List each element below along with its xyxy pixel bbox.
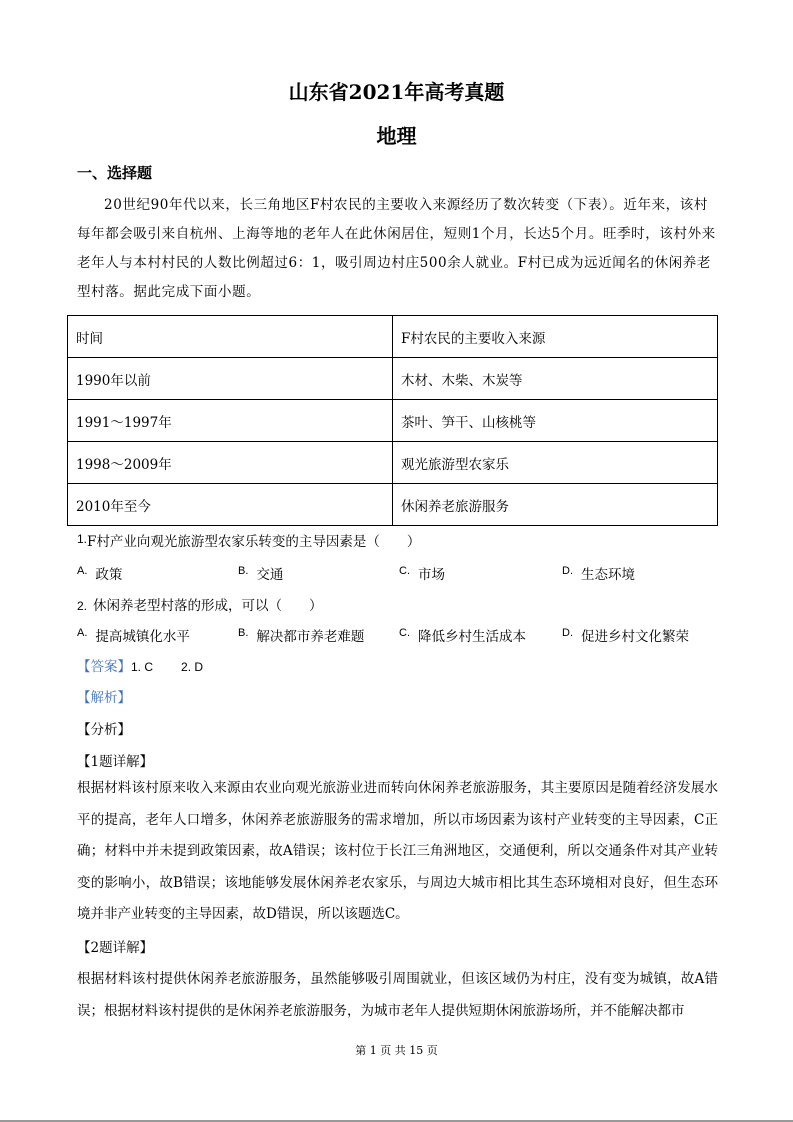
option-text: 促进乡村文化繁荣 — [581, 629, 689, 645]
table-cell: 木材、木柴、木炭等 — [393, 358, 718, 400]
question-1 — [77, 530, 420, 550]
option-letter: B. — [238, 627, 249, 639]
table-cell: 茶叶、笋干、山核桃等 — [393, 400, 718, 442]
table-cell: 1990年以前 — [68, 358, 393, 400]
income-source-table — [67, 315, 718, 526]
jiexi-label: 【解析】 — [77, 690, 131, 706]
option-text: 降低乡村生活成本 — [418, 629, 526, 645]
q1-option-c — [399, 563, 445, 583]
answer-value-1: 1. C — [131, 660, 154, 674]
analysis-paragraph-1: 根据材料该村原来收入来源由农业向观光旅游业进而转向休闲养老旅游服务，其主要原因是随着经济发展水平的提高，老年人口增多，休闲养老旅游服务的需求增加，所以市场因素为该村产业转变的主导因素，C正确；材料中并未提到政策因素，故A错误；该村位于长江三角洲地区，交通便利，所以交通条件对其产业转变的影响小，故B错误；该地能够发展休闲养老农家乐，与周边大城市相比其生态环境相对良好，但生态环境并非产业转变的主导因素，故D错误，所以该题选C。 — [77, 780, 718, 923]
detail2-label: 【2题详解】 — [77, 940, 154, 956]
table-header-row — [68, 316, 718, 358]
q1-option-b — [238, 563, 283, 583]
table-cell: 1998～2009年 — [68, 442, 393, 484]
table-row — [68, 400, 718, 442]
q2-option-d — [562, 625, 689, 645]
detail1-label: 【1题详解】 — [77, 754, 154, 770]
q1-option-d — [562, 563, 635, 583]
subject-title: 地理 — [376, 124, 417, 148]
option-letter: A. — [77, 565, 88, 577]
material-paragraph: 20世纪90年代以来，长三角地区F村农民的主要收入来源经历了数次转变（下表）。近年来，该村每年都会吸引来自杭州、上海等地的老年人在此休闲居住，短则1个月，长达5个月。旺季时，该村外来老年人与本村村民的人数比例超过6：1，吸引周边村庄500余人就业。F村已成为远近闻名的休闲养老型村落。据此完成下面小题。 — [77, 197, 716, 300]
section-heading: 一、选择题 — [77, 164, 153, 182]
question-number: 2. — [77, 599, 88, 613]
page-footer: 第 1 页 共 15 页 — [355, 1044, 438, 1057]
question-2 — [77, 594, 323, 614]
table-row — [68, 358, 718, 400]
q2-option-c — [399, 625, 526, 645]
answer-line — [77, 655, 203, 675]
option-text: 交通 — [256, 567, 284, 583]
q2-option-a — [77, 625, 190, 645]
option-text: 解决都市养老难题 — [256, 629, 365, 645]
question-text: 休闲养老型村落的形成，可以（ ） — [93, 598, 323, 614]
option-text: 提高城镇化水平 — [95, 629, 190, 645]
q1-option-a — [77, 563, 122, 583]
table-cell: 2010年至今 — [68, 484, 393, 526]
table-cell: 1991～1997年 — [68, 400, 393, 442]
option-letter: D. — [562, 627, 573, 639]
option-letter: C. — [399, 627, 410, 639]
table-row — [68, 442, 718, 484]
question-number: 1. — [77, 532, 88, 546]
option-letter: B. — [238, 565, 249, 577]
table-row — [68, 484, 718, 526]
option-text: 市场 — [418, 567, 445, 583]
question-text: F村产业向观光旅游型农家乐转变的主导因素是（ ） — [87, 534, 421, 550]
table-cell: 观光旅游型农家乐 — [393, 442, 718, 484]
option-letter: D. — [562, 565, 573, 577]
answer-label: 【答案】 — [77, 659, 131, 675]
answer-value-2: 2. D — [181, 660, 204, 674]
option-letter: C. — [399, 565, 410, 577]
q2-option-b — [238, 625, 364, 645]
table-cell: 休闲养老旅游服务 — [393, 484, 718, 526]
exam-title: 山东省2021年高考真题 — [288, 80, 505, 104]
analysis-paragraph-2: 根据材料该村提供休闲养老旅游服务，虽然能够吸引周围就业，但该区域仍为村庄，没有变为城镇，故A错误；根据材料该村提供的是休闲养老旅游服务，为城市老年人提供短期休闲旅游场所，并不能解决都市 — [77, 971, 718, 1019]
table-header-cell: 时间 — [68, 316, 393, 358]
fenxi-label: 【分析】 — [77, 722, 131, 738]
option-text: 政策 — [95, 567, 123, 583]
option-text: 生态环境 — [581, 567, 635, 583]
option-letter: A. — [77, 627, 88, 639]
table-header-cell: F村农民的主要收入来源 — [393, 316, 718, 358]
